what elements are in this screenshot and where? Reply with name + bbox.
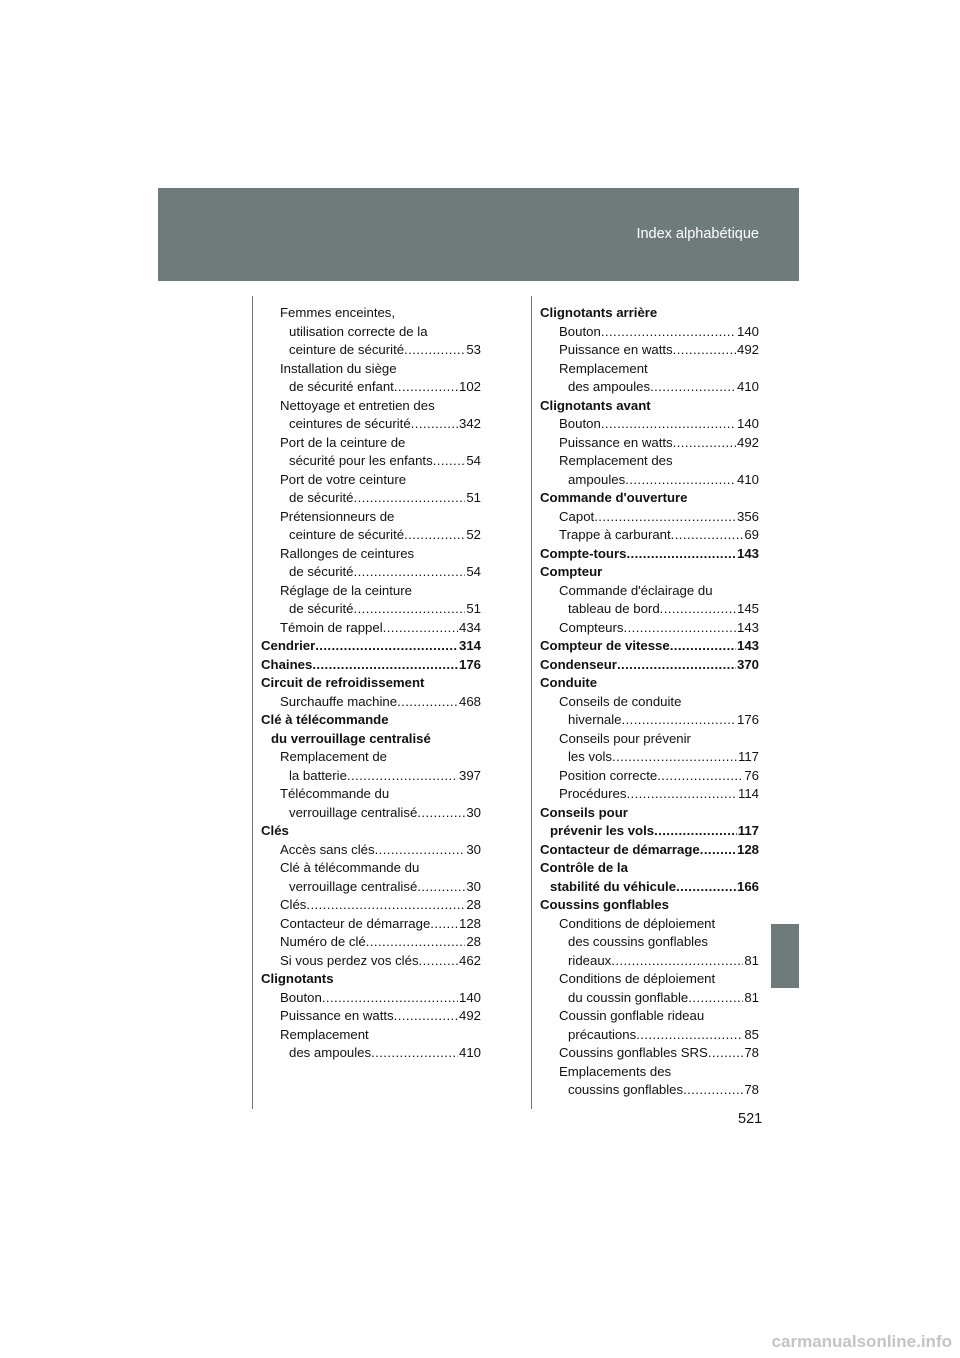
dot-leader — [312, 656, 458, 675]
page-reference: 314 — [458, 638, 481, 653]
index-entry — [261, 1007, 481, 1026]
index-entry — [540, 1026, 759, 1045]
page-reference: 492 — [736, 434, 759, 450]
index-subheading: Port de la ceinture de — [280, 434, 406, 450]
index-subheading: Conseils pour prévenir — [559, 730, 691, 746]
entry-label: Numéro de clé — [280, 934, 366, 949]
page-reference: 78 — [744, 1082, 759, 1097]
index-entry — [540, 323, 759, 342]
index-subheading: Femmes enceintes, — [280, 305, 396, 320]
entry-label: Compteur de vitesse — [540, 638, 670, 653]
index-entry — [261, 915, 481, 934]
dot-leader — [708, 1044, 744, 1063]
dot-leader — [683, 1081, 743, 1100]
page-reference: 356 — [736, 508, 759, 524]
entry-label: Surchauffe machine — [280, 693, 398, 709]
index-entry — [261, 767, 481, 786]
index-entry — [261, 804, 481, 823]
watermark: carmanualsonline.info — [771, 1332, 952, 1351]
dot-leader — [657, 767, 743, 786]
index-entry — [261, 693, 481, 712]
dot-leader — [430, 915, 458, 934]
dot-leader — [617, 656, 736, 675]
index-subheading: Commande d'éclairage du — [559, 582, 713, 598]
entry-label: Puissance en watts — [280, 1008, 394, 1023]
entry-label: Bouton — [280, 989, 322, 1005]
page-reference: 397 — [458, 767, 481, 783]
entry-label: ampoules — [568, 471, 626, 487]
dot-leader — [417, 878, 465, 897]
page-reference: 30 — [466, 878, 481, 894]
page-reference: 370 — [736, 656, 759, 672]
index-heading: Conseils pour — [540, 804, 628, 820]
page-reference: 143 — [736, 619, 759, 635]
entry-label: ceinture de sécurité — [289, 527, 405, 542]
page-reference: 51 — [466, 490, 481, 505]
entry-label: Contacteur de démarrage — [280, 915, 431, 931]
dot-leader — [383, 619, 458, 638]
dot-leader — [601, 323, 736, 342]
entry-label: coussins gonflables — [568, 1082, 684, 1097]
entry-label: ceinture de sécurité — [289, 342, 405, 357]
dot-leader — [375, 841, 466, 860]
index-heading: Circuit de refroidissement — [261, 675, 425, 690]
page-reference: 140 — [736, 416, 759, 431]
index-subheading: Conditions de déploiement — [559, 971, 716, 986]
entry-label: verrouillage centralisé — [289, 804, 418, 820]
column-divider-left — [252, 296, 253, 1109]
index-entry — [261, 933, 481, 952]
index-heading: Conduite — [540, 675, 598, 690]
index-heading: Clignotants arrière — [540, 305, 658, 320]
dot-leader — [670, 637, 736, 656]
entry-label: Position correcte — [559, 767, 658, 783]
index-entry — [261, 896, 481, 915]
index-subheading: Coussin gonflable rideau — [559, 1008, 705, 1023]
dot-leader — [371, 1044, 458, 1063]
dot-leader — [611, 952, 743, 971]
index-subheading: Clé à télécommande du — [280, 860, 420, 875]
index-entry — [540, 989, 759, 1008]
entry-label: Trappe à carburant — [559, 527, 671, 542]
dot-leader — [626, 545, 736, 564]
index-heading: du verrouillage centralisé — [271, 730, 431, 746]
index-entry — [540, 656, 759, 675]
index-heading: Clignotants avant — [540, 397, 651, 413]
page-reference: 140 — [736, 323, 759, 339]
dot-leader — [673, 341, 736, 360]
entry-label: stabilité du véhicule — [550, 878, 677, 894]
index-entry — [540, 508, 759, 527]
entry-label: les vols — [568, 749, 612, 764]
index-entry — [261, 841, 481, 860]
entry-label: Condenseur — [540, 656, 617, 672]
dot-leader — [397, 693, 458, 712]
index-heading: Commande d'ouverture — [540, 490, 688, 505]
index-entry — [540, 545, 759, 564]
entry-label: Puissance en watts — [559, 342, 673, 357]
index-entry — [540, 841, 759, 860]
index-subheading: Réglage de la ceinture — [280, 582, 412, 598]
dot-leader — [411, 415, 458, 434]
entry-label: Clés — [280, 897, 307, 912]
index-entry — [261, 378, 481, 397]
page-reference: 410 — [736, 379, 759, 394]
index-entry — [261, 619, 481, 638]
page-reference: 468 — [458, 693, 481, 709]
entry-label: Capot — [559, 508, 595, 524]
index-entry — [540, 434, 759, 453]
dot-leader — [624, 619, 736, 638]
dot-leader — [625, 471, 736, 490]
page-reference: 30 — [466, 841, 481, 857]
entry-label: de sécurité — [289, 564, 354, 579]
index-entry — [540, 748, 759, 767]
entry-label: du coussin gonflable — [568, 989, 689, 1005]
dot-leader — [419, 952, 458, 971]
dot-leader — [354, 600, 466, 619]
page-reference: 117 — [737, 823, 759, 838]
index-entry — [540, 600, 759, 619]
index-entry — [261, 563, 481, 582]
entry-label: sécurité pour les enfants — [289, 453, 433, 468]
dot-leader — [404, 341, 465, 360]
page-reference: 54 — [466, 453, 481, 468]
index-subheading: Installation du siège — [280, 360, 397, 376]
page-reference: 176 — [458, 656, 481, 672]
index-entry — [540, 471, 759, 490]
index-entry — [540, 526, 759, 545]
entry-label: hivernale — [568, 712, 622, 727]
entry-label: Procédures — [559, 786, 627, 801]
entry-label: Témoin de rappel — [280, 619, 383, 635]
page-reference: 28 — [466, 897, 481, 912]
index-subheading: Prétensionneurs de — [280, 508, 395, 524]
page-reference: 145 — [736, 601, 759, 616]
index-heading: Coussins gonflables — [540, 897, 669, 912]
dot-leader — [700, 841, 736, 860]
index-entry — [261, 878, 481, 897]
index-entry — [540, 822, 759, 841]
index-entry — [540, 878, 759, 897]
page-reference: 30 — [466, 804, 481, 820]
page-reference: 140 — [458, 989, 481, 1005]
entry-label: Contacteur de démarrage — [540, 841, 700, 857]
page-reference: 69 — [744, 527, 759, 542]
index-entry — [261, 526, 481, 545]
index-entry — [261, 1044, 481, 1063]
entry-label: Compteurs — [559, 619, 624, 635]
page-reference: 114 — [737, 786, 759, 801]
dot-leader — [626, 785, 737, 804]
page-reference: 410 — [736, 471, 759, 487]
entry-label: Chaines — [261, 656, 313, 672]
page-reference: 81 — [744, 989, 759, 1005]
entry-label: de sécurité — [289, 601, 354, 616]
dot-leader — [394, 1007, 458, 1026]
index-subheading: Nettoyage et entretien des — [280, 397, 435, 413]
index-subheading: Télécommande du — [280, 786, 390, 801]
index-entry — [261, 415, 481, 434]
dot-leader — [354, 489, 466, 508]
index-entry — [261, 452, 481, 471]
index-entry — [261, 656, 481, 675]
entry-label: Puissance en watts — [559, 434, 673, 450]
page-reference: 410 — [458, 1045, 481, 1060]
dot-leader — [636, 1026, 743, 1045]
dot-leader — [676, 878, 736, 897]
index-subheading: Conditions de déploiement — [559, 915, 716, 931]
page-reference: 51 — [466, 601, 481, 616]
index-entry — [540, 619, 759, 638]
dot-leader — [417, 804, 465, 823]
index-heading: Clignotants — [261, 971, 334, 986]
page-reference: 78 — [744, 1045, 759, 1060]
index-entry — [261, 952, 481, 971]
entry-label: Bouton — [559, 416, 601, 431]
column-divider-middle — [531, 296, 532, 1109]
page-reference: 128 — [458, 915, 481, 931]
entry-label: de sécurité enfant — [289, 379, 394, 394]
section-tab — [771, 924, 799, 988]
entry-label: la batterie — [289, 767, 347, 783]
dot-leader — [322, 989, 458, 1008]
entry-label: ceintures de sécurité — [289, 416, 411, 431]
entry-label: rideaux — [568, 952, 612, 968]
entry-label: tableau de bord — [568, 601, 660, 616]
dot-leader — [354, 563, 466, 582]
page-reference: 143 — [736, 545, 759, 561]
entry-label: de sécurité — [289, 490, 354, 505]
page-reference: 434 — [458, 619, 481, 635]
index-entry — [540, 378, 759, 397]
page-reference: 76 — [744, 767, 759, 783]
dot-leader — [660, 600, 736, 619]
entry-label: Coussins gonflables SRS — [559, 1045, 708, 1060]
index-subheading: Rallonges de ceintures — [280, 545, 415, 561]
header-title: Index alphabétique — [636, 226, 759, 242]
dot-leader — [650, 378, 736, 397]
entry-label: Bouton — [559, 323, 601, 339]
page-reference: 492 — [736, 342, 759, 357]
index-subheading: Remplacement — [280, 1026, 369, 1042]
page-reference: 342 — [458, 416, 481, 431]
index-entry — [540, 637, 759, 656]
page-reference: 176 — [736, 712, 759, 727]
index-entry — [261, 600, 481, 619]
dot-leader — [673, 434, 736, 453]
index-subheading: Remplacement — [559, 360, 648, 376]
index-entry — [540, 341, 759, 360]
page-reference: 81 — [744, 952, 759, 968]
index-entry — [540, 1081, 759, 1100]
index-subheading: Remplacement de — [280, 749, 388, 764]
dot-leader — [306, 896, 465, 915]
index-subheading: Remplacement des — [559, 453, 673, 468]
index-subheading: utilisation correcte de la — [289, 323, 428, 339]
page-header — [158, 188, 799, 281]
index-entry — [540, 1044, 759, 1063]
index-entry — [540, 952, 759, 971]
dot-leader — [612, 748, 737, 767]
index-heading: Compteur — [540, 564, 603, 579]
index-column-right — [540, 304, 759, 1100]
page-reference: 52 — [466, 527, 481, 542]
page-reference: 128 — [736, 841, 759, 857]
index-heading: Clés — [261, 823, 289, 838]
dot-leader — [671, 526, 744, 545]
index-entry — [261, 637, 481, 656]
entry-label: prévenir les vols — [550, 823, 655, 838]
page-reference: 102 — [458, 379, 481, 394]
index-entry — [540, 711, 759, 730]
index-entry — [261, 989, 481, 1008]
dot-leader — [315, 637, 458, 656]
index-subheading: Conseils de conduite — [559, 693, 682, 709]
dot-leader — [404, 526, 465, 545]
index-subheading: Port de votre ceinture — [280, 471, 407, 487]
page-reference: 492 — [458, 1008, 481, 1023]
index-entry — [540, 785, 759, 804]
page-reference: 54 — [466, 564, 481, 579]
page-reference: 28 — [466, 934, 481, 949]
dot-leader — [394, 378, 458, 397]
dot-leader — [622, 711, 736, 730]
entry-label: Accès sans clés — [280, 841, 375, 857]
index-entry — [540, 415, 759, 434]
entry-label: Si vous perdez vos clés — [280, 952, 419, 968]
index-entry — [261, 341, 481, 360]
page-reference: 166 — [736, 878, 759, 894]
page-reference: 462 — [458, 952, 481, 968]
entry-label: Compte-tours — [540, 545, 627, 561]
page-reference: 117 — [737, 749, 759, 764]
entry-label: verrouillage centralisé — [289, 878, 418, 894]
index-subheading: Emplacements des — [559, 1063, 672, 1079]
entry-label: précautions — [568, 1026, 637, 1042]
dot-leader — [601, 415, 736, 434]
entry-label: des ampoules — [289, 1045, 372, 1060]
dot-leader — [433, 452, 466, 471]
page-reference: 85 — [744, 1026, 759, 1042]
index-heading: Contrôle de la — [540, 860, 628, 875]
entry-label: Cendrier — [261, 638, 316, 653]
dot-leader — [347, 767, 458, 786]
dot-leader — [654, 822, 737, 841]
page-number: 521 — [738, 1111, 763, 1127]
page-reference: 53 — [466, 342, 481, 357]
index-entry — [540, 767, 759, 786]
index-column-left — [261, 304, 481, 1063]
dot-leader — [688, 989, 743, 1008]
dot-leader — [366, 933, 466, 952]
index-heading: Clé à télécommande — [261, 712, 389, 727]
index-subheading: des coussins gonflables — [568, 934, 709, 949]
page-reference: 143 — [736, 638, 759, 653]
dot-leader — [594, 508, 736, 527]
index-entry — [261, 489, 481, 508]
entry-label: des ampoules — [568, 379, 651, 394]
